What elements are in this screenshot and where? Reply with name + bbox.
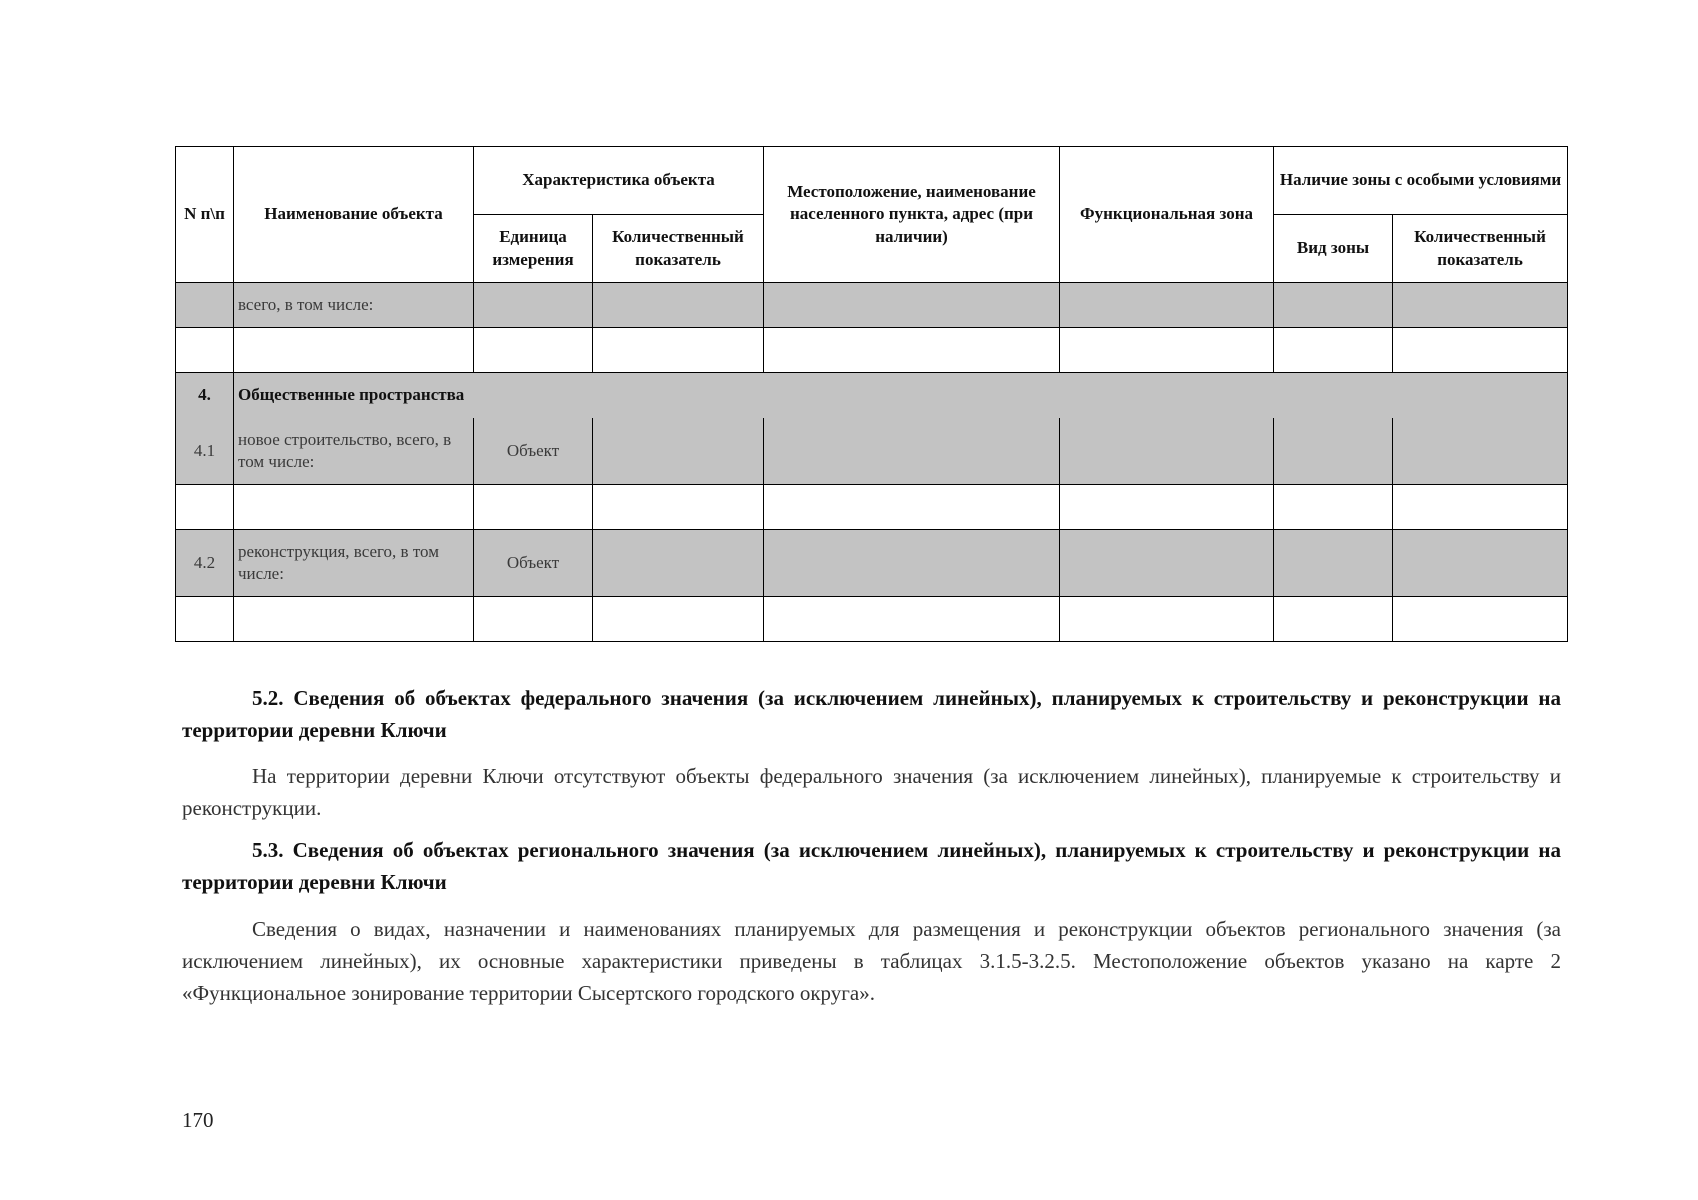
section-5-2-heading xyxy=(182,682,1561,746)
table-section-row xyxy=(176,373,1568,418)
table-row xyxy=(176,283,1568,328)
section-5-3-text: Сведения о видах, назначении и наименованиях планируемых для размещения и реконструкции объектов регионального значения (за исключением линейных), их основные характеристики приведены в таблицах 3.1.5-3.2.5. Местоположение объектов указано на карте 2 «Функциональное зонирование территории Сысертского городского округа». xyxy=(182,917,1561,1005)
table-row xyxy=(176,328,1568,373)
table-row xyxy=(176,530,1568,597)
section-5-2-heading-text: 5.2. Сведения об объектах федерального значения (за исключением линейных), планируемых к строительству и реконструкции на территории деревни Ключи xyxy=(182,686,1561,742)
row-unit xyxy=(474,283,593,328)
row-unit xyxy=(474,485,593,530)
row-name: всего, в том числе: xyxy=(234,283,474,328)
row-name: новое строительство, всего, в том числе: xyxy=(234,418,474,485)
table-row xyxy=(176,597,1568,642)
row-name xyxy=(234,485,474,530)
section-5-3-heading xyxy=(182,834,1561,898)
col-quantity-header: Количественный показатель xyxy=(593,215,764,283)
col-zone-type-header: Вид зоны xyxy=(1274,215,1393,283)
col-zone-header: Функциональная зона xyxy=(1060,147,1274,283)
objects-table xyxy=(175,146,1568,642)
table-row xyxy=(176,485,1568,530)
col-zone-quantity-header: Количественный показатель xyxy=(1393,215,1568,283)
row-num xyxy=(176,328,234,373)
row-unit: Объект xyxy=(474,530,593,597)
row-num: 4.2 xyxy=(176,530,234,597)
section-5-2-text: На территории деревни Ключи отсутствуют объекты федерального значения (за исключением линейных), планируемые к строительству и реконструкции. xyxy=(182,764,1561,820)
col-special-zone-header: Наличие зоны с особыми условиями xyxy=(1274,147,1568,215)
row-unit: Объект xyxy=(474,418,593,485)
col-name-header: Наименование объекта xyxy=(234,147,474,283)
row-name xyxy=(234,597,474,642)
row-num xyxy=(176,283,234,328)
col-characteristic-header: Характеристика объекта xyxy=(474,147,764,215)
row-name: реконструкция, всего, в том числе: xyxy=(234,530,474,597)
col-unit-header: Единица измерения xyxy=(474,215,593,283)
table-header-row xyxy=(176,147,1568,215)
section-5-3-paragraph xyxy=(182,913,1561,1009)
col-location-header: Местоположение, наименование населенного пункта, адрес (при наличии) xyxy=(764,147,1060,283)
row-num: 4.1 xyxy=(176,418,234,485)
row-unit xyxy=(474,597,593,642)
section-num: 4. xyxy=(176,373,234,418)
row-num xyxy=(176,485,234,530)
page-number: 170 xyxy=(182,1108,214,1132)
row-num xyxy=(176,597,234,642)
section-5-2-paragraph xyxy=(182,760,1561,824)
row-name xyxy=(234,328,474,373)
col-num-header: N п\п xyxy=(176,147,234,283)
section-title: Общественные пространства xyxy=(234,373,1568,418)
table-row xyxy=(176,418,1568,485)
section-5-3-heading-text: 5.3. Сведения об объектах регионального значения (за исключением линейных), планируемых к строительству и реконструкции на территории деревни Ключи xyxy=(182,838,1561,894)
row-unit xyxy=(474,328,593,373)
